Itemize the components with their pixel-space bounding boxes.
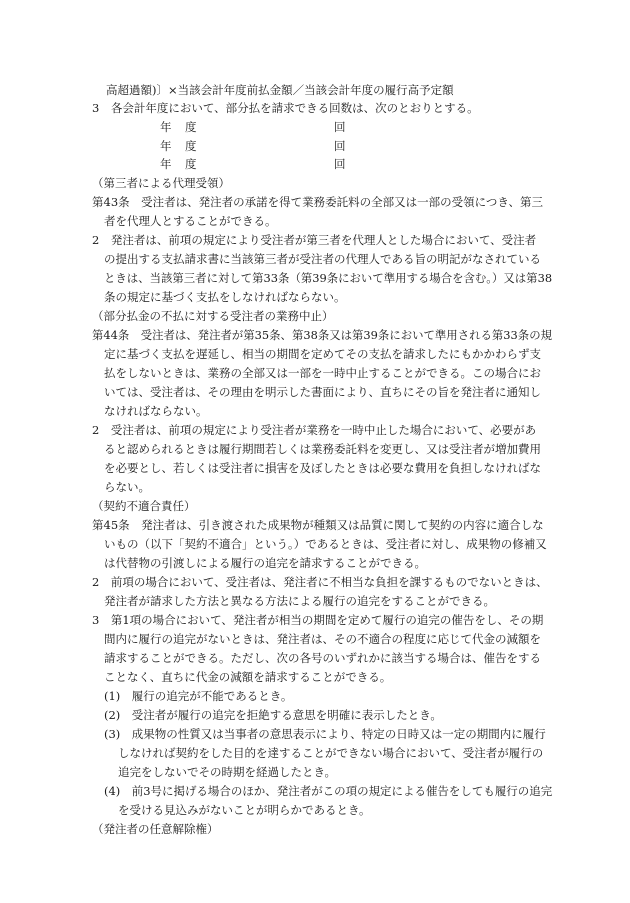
heading-article-45: （契約不適合責任） — [92, 499, 196, 513]
schedule-do: 度 — [185, 139, 197, 153]
article-45-text: は代替物の引渡しによる履行の追完を請求することができる。 — [104, 556, 426, 570]
article-44-para-2: ると認められるときは履行期間若しくは業務委託料を変更し、又は受注者が増加費用 — [104, 442, 541, 456]
list-item: 追完をしないでその時期を経過したとき。 — [118, 765, 337, 779]
heading-article-43: （第三者による代理受領） — [92, 176, 230, 190]
article-44-text: 第44条 受注者は、発注者が第35条、第38条又は第39条において準用される第33条の規 — [92, 328, 552, 342]
heading-article-44: （部分払金の不払に対する受注者の業務中止） — [92, 309, 334, 323]
article-44-text: 定に基づく支払を遅延し、相当の期間を定めてその支払を請求したにもかかわらず支 — [104, 347, 541, 361]
schedule-do: 度 — [185, 157, 197, 171]
schedule-kai: 回 — [334, 157, 346, 171]
list-item: (3) 成果物の性質又は当事者の意思表示により、特定の日時又は一定の期間内に履行 — [104, 727, 546, 741]
article-44-text: いては、受注者は、その理由を明示した書面により、直ちにその旨を発注者に通知し — [104, 385, 541, 399]
list-item: (4) 前3号に掲げる場合のほか、発注者がこの項の規定による催告をしても履行の追完 — [104, 784, 553, 798]
article-43-para-2: 2 発注者は、前項の規定により受注者が第三者を代理人とした場合において、受注者 — [92, 233, 537, 247]
article-43-text: 者を代理人とすることができる。 — [104, 214, 277, 228]
schedule-kai: 回 — [334, 139, 346, 153]
list-item: (1) 履行の追完が不能であるとき。 — [104, 689, 293, 703]
article-43-para-2: ときは、当該第三者に対して第33条（第39条において準用する場合を含む。）又は第38 — [104, 271, 553, 285]
list-item: しなければ契約をした目的を達することができない場合において、受注者が履行の — [118, 746, 544, 760]
schedule-do: 度 — [185, 120, 197, 134]
article-43-para-2: の提出する支払請求書に当該第三者が受注者の代理人である旨の明記がなされている — [104, 252, 541, 266]
article-45-para-3: 間内に履行の追完がないときは、発注者は、その不適合の程度に応じて代金の減額を — [104, 632, 541, 646]
article-45-para-3: 3 第1項の場合において、発注者が相当の期間を定めて履行の追完の催告をし、その期 — [92, 613, 544, 627]
article-45-text: 第45条 発注者は、引き渡された成果物が種類又は品質に関して契約の内容に適合しな — [92, 518, 544, 532]
schedule-kai: 回 — [334, 120, 346, 134]
article-44-para-2: らない。 — [104, 480, 150, 494]
article-44-para-2: 2 受注者は、前項の規定により受注者が業務を一時中止した場合において、必要があ — [92, 423, 537, 437]
article-45-para-2: 発注者が請求した方法と異なる方法による履行の追完をすることができる。 — [104, 594, 495, 608]
article-45-para-3: ことなく、直ちに代金の減額を請求することができる。 — [104, 670, 392, 684]
schedule-nen: 年 — [160, 157, 172, 171]
article-45-para-2: 2 前項の場合において、受注者は、発注者に不相当な負担を課するものでないときは、 — [92, 575, 548, 589]
list-item: を受ける見込みがないことが明らかであるとき。 — [118, 803, 371, 817]
article-44-text: なければならない。 — [104, 404, 208, 418]
article-45-para-3: 請求することができる。ただし、次の各号のいずれかに該当する場合は、催告をする — [104, 651, 541, 665]
article-44-para-2: を必要とし、若しくは受注者に損害を及ぼしたときは必要な費用を負担しなければな — [104, 461, 541, 475]
article-43-text: 第43条 受注者は、発注者の承諾を得て業務委託料の全部又は一部の受領につき、第三 — [92, 195, 543, 209]
schedule-nen: 年 — [160, 139, 172, 153]
article-44-text: 払をしないときは、業務の全部又は一部を一時中止することができる。この場合にお — [104, 366, 541, 380]
list-item: (2) 受注者が履行の追完を拒絶する意思を明確に表示したとき。 — [104, 708, 442, 722]
heading-article-46: （発注者の任意解除権） — [92, 822, 219, 836]
formula-fragment: 高超過額)〕×当該会計年度前払金額／当該会計年度の履行高予定額 — [106, 83, 454, 97]
article-45-text: いもの（以下「契約不適合」という。）であるときは、受注者に対し、成果物の修補又 — [104, 537, 547, 551]
article-43-para-2: 条の規定に基づく支払をしなければならない。 — [104, 290, 346, 304]
schedule-nen: 年 — [160, 120, 172, 134]
clause-3-lead: 3 各会計年度において、部分払を請求できる回数は、次のとおりとする。 — [92, 101, 479, 115]
